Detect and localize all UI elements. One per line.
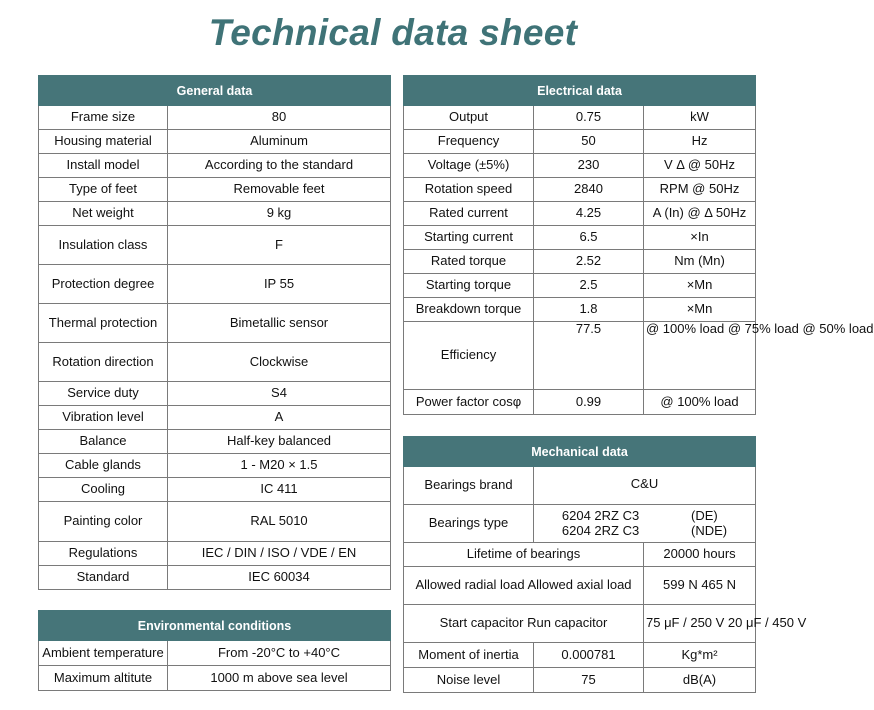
row-label: Vibration level [39,406,168,430]
row-value: 1000 m above sea level [168,666,391,691]
row-label: Cooling [39,478,168,502]
row-unit: kW [644,106,756,130]
row-value: 599 N 465 N [644,567,756,605]
table-row [39,154,391,178]
table-row [39,666,391,691]
row-unit: Kg*m² [644,643,756,668]
row-label: Bearings type [404,505,534,543]
row-label: Painting color [39,502,168,542]
row-value: 2.5 [534,274,644,298]
row-value: C&U [534,467,756,505]
row-value: According to the standard [168,154,391,178]
table-row [39,430,391,454]
row-label: Starting current [404,226,534,250]
row-unit: @ 100% load [644,390,756,415]
row-value: 4.25 [534,202,644,226]
row-label: Lifetime of bearings [404,543,644,567]
row-value: 50 [534,130,644,154]
row-label: Voltage (±5%) [404,154,534,178]
row-value-pair [534,505,756,543]
row-label: Protection degree [39,265,168,304]
row-label: Maximum altitute [39,666,168,691]
row-value: 77.5 [534,322,644,390]
row-label: Bearings brand [404,467,534,505]
row-value: S4 [168,382,391,406]
table-row [404,605,756,643]
row-unit: ×Mn [644,274,756,298]
row-label: Net weight [39,202,168,226]
table-row [39,178,391,202]
page-title: Technical data sheet [208,12,578,53]
table-row [404,322,756,390]
row-value: 1 - M20 × 1.5 [168,454,391,478]
row-value: A [168,406,391,430]
table-row [39,202,391,226]
table-row [39,265,391,304]
row-value: Removable feet [168,178,391,202]
table-row [39,641,391,666]
row-value: 2.52 [534,250,644,274]
row-label: Starting torque [404,274,534,298]
row-value: 1.8 [534,298,644,322]
general-data-header: General data [39,76,391,106]
row-value: Aluminum [168,130,391,154]
table-row [404,298,756,322]
row-value: Clockwise [168,343,391,382]
table-row [39,226,391,265]
row-label: Breakdown torque [404,298,534,322]
row-label: Cable glands [39,454,168,478]
table-row [404,390,756,415]
mechanical-data-header: Mechanical data [404,437,756,467]
table-row [39,343,391,382]
row-value: F [168,226,391,265]
table-row [404,467,756,505]
table-row [404,178,756,202]
row-label: Type of feet [39,178,168,202]
table-row [404,106,756,130]
table-row [404,250,756,274]
row-value: 9 kg [168,202,391,226]
table-row [404,668,756,693]
table-row [404,543,756,567]
row-label: Insulation class [39,226,168,265]
row-unit: ×Mn [644,298,756,322]
general-data-table [38,75,391,590]
row-value: 2840 [534,178,644,202]
row-value: RAL 5010 [168,502,391,542]
row-unit: RPM @ 50Hz [644,178,756,202]
row-value: IEC 60034 [168,566,391,590]
mechanical-data-table [403,436,807,693]
row-unit: A (In) @ Δ 50Hz [644,202,756,226]
table-row [404,130,756,154]
row-label: Balance [39,430,168,454]
row-label: Rated current [404,202,534,226]
table-row [39,502,391,542]
table-row [39,542,391,566]
table-row [404,154,756,178]
row-value: IP 55 [168,265,391,304]
row-unit: Hz [644,130,756,154]
row-label: Output [404,106,534,130]
table-row [39,130,391,154]
table-row [39,478,391,502]
table-row [39,406,391,430]
electrical-data-table [403,75,874,415]
table-row [39,106,391,130]
row-unit: ×In [644,226,756,250]
row-value: Bimetallic sensor [168,304,391,343]
electrical-data-header: Electrical data [404,76,756,106]
row-value: From -20°C to +40°C [168,641,391,666]
row-label: Thermal protection [39,304,168,343]
table-row [39,454,391,478]
row-unit: V Δ @ 50Hz [644,154,756,178]
table-row [39,566,391,590]
row-label: Noise level [404,668,534,693]
row-value: Half-key balanced [168,430,391,454]
row-value: 75 μF / 250 V 20 μF / 450 V [644,605,756,643]
row-label: Rotation direction [39,343,168,382]
row-unit: @ 100% load @ 75% load @ 50% load [644,322,756,390]
row-label: Moment of inertia [404,643,534,668]
table-row [404,274,756,298]
row-value: IC 411 [168,478,391,502]
row-label: Frequency [404,130,534,154]
bearings-model: 6204 2RZ C3 6204 2RZ C3 [561,508,640,538]
row-value: 6.5 [534,226,644,250]
table-row [404,226,756,250]
row-value: 0.75 [534,106,644,130]
row-value: 0.000781 [534,643,644,668]
row-label: Standard [39,566,168,590]
row-value: 0.99 [534,390,644,415]
row-value: 230 [534,154,644,178]
row-unit: Nm (Mn) [644,250,756,274]
table-row [39,382,391,406]
row-label: Frame size [39,106,168,130]
table-row [404,202,756,226]
row-label: Rated torque [404,250,534,274]
table-row [404,643,756,668]
row-label: Allowed radial load Allowed axial load [404,567,644,605]
row-label: Rotation speed [404,178,534,202]
environmental-conditions-table [38,610,391,691]
row-value: 75 [534,668,644,693]
row-label: Start capacitor Run capacitor [404,605,644,643]
row-value: 80 [168,106,391,130]
environmental-conditions-header: Environmental conditions [39,611,391,641]
row-label: Ambient temperature [39,641,168,666]
row-label: Install model [39,154,168,178]
row-label: Efficiency [404,322,534,390]
row-value: IEC / DIN / ISO / VDE / EN [168,542,391,566]
row-unit: dB(A) [644,668,756,693]
table-row [404,505,756,543]
row-label: Regulations [39,542,168,566]
bearings-position: (DE) (NDE) [691,508,728,538]
table-row [39,304,391,343]
row-label: Power factor cosφ [404,390,534,415]
row-label: Housing material [39,130,168,154]
row-value: 20000 hours [644,543,756,567]
table-row [404,567,756,605]
row-label: Service duty [39,382,168,406]
